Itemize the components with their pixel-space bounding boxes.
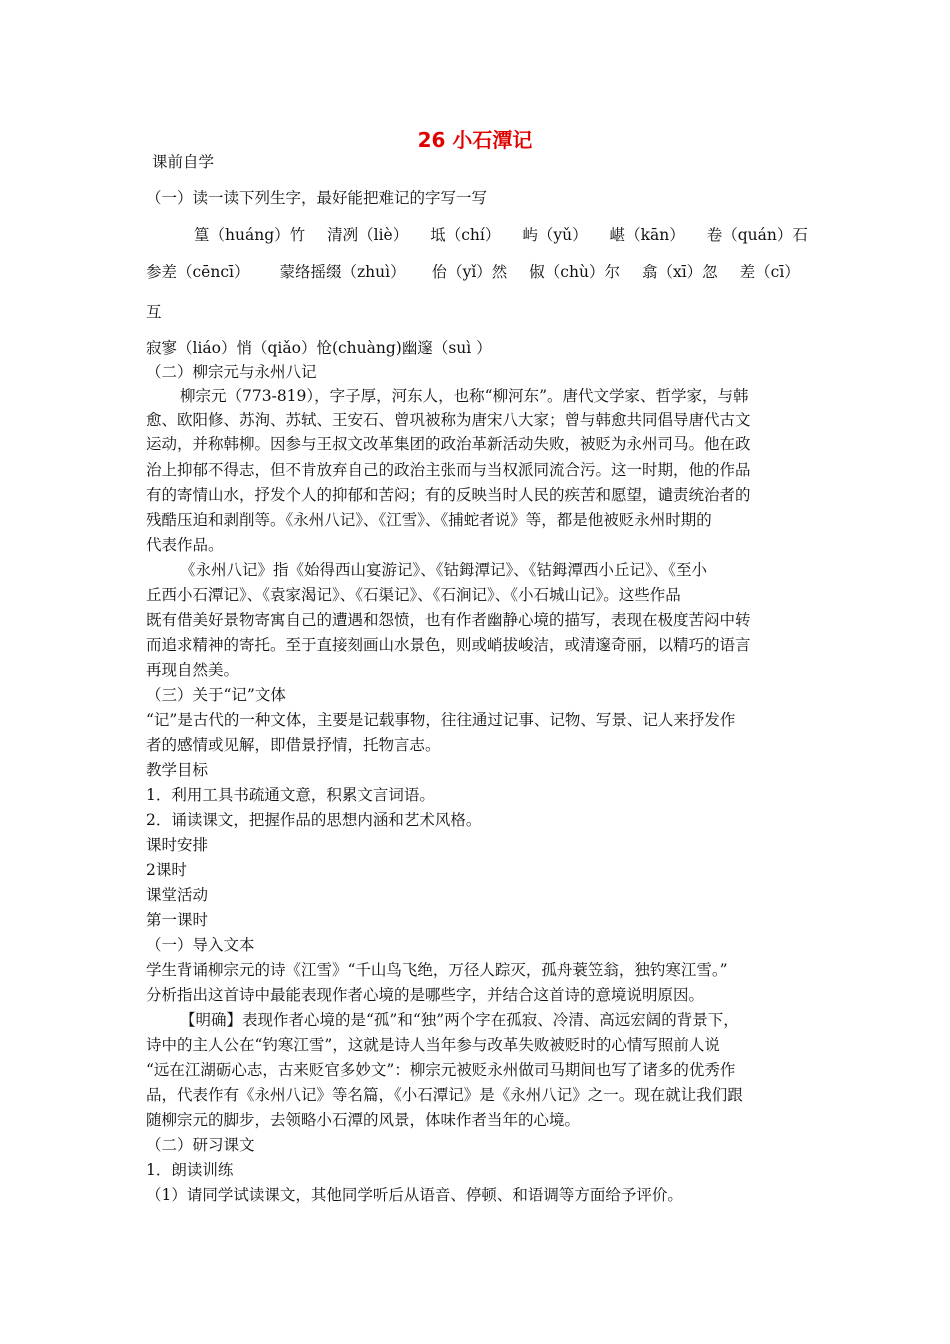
list-item: 2．诵读课文，把握作品的思想内涵和艺术风格。	[146, 811, 482, 829]
section-heading: （一）读一读下列生字，最好能把难记的字写一写	[146, 189, 488, 207]
paragraph-line: “远在江湖砺心志，古来贬官多妙文”：柳宗元被贬永州做司马期间也写了诸多的优秀作	[146, 1061, 736, 1079]
paragraph-line: 治上抑郁不得志，但不肯放弃自己的政治主张而与当权派同流合污。这一时期，他的作品	[146, 461, 751, 479]
section-heading: 教学目标	[146, 761, 209, 779]
vocab-item: 翕（xī）忽	[641, 263, 718, 281]
paragraph-line: 者的感情或见解，即借景抒情，托物言志。	[146, 736, 441, 754]
paragraph-line: 分析指出这首诗中最能表现作者心境的是哪些字，并结合这首诗的意境说明原因。	[146, 986, 705, 1004]
section-heading: 课时安排	[146, 836, 209, 854]
section-heading: （一）导入文本	[146, 936, 255, 954]
vocab-continuation: 互	[146, 303, 162, 321]
paragraph-line: 再现自然美。	[146, 661, 240, 679]
paragraph-line: 代表作品。	[146, 536, 224, 554]
section-heading: 课前自学	[152, 153, 215, 171]
paragraph-line: 《永州八记》指《始得西山宴游记》、《钴鉧潭记》、《钴鉧潭西小丘记》、《至小	[180, 561, 708, 579]
vocab-row	[146, 262, 800, 282]
vocab-item: 屿（yǔ）	[522, 226, 588, 244]
section-heading: （二）柳宗元与永州八记	[146, 363, 317, 381]
vocab-item: 嵁（kān）	[609, 226, 685, 244]
list-item: （1）请同学试读课文，其他同学听后从语音、停顿、和语调等方面给予评价。	[146, 1186, 683, 1204]
vocab-row	[194, 225, 808, 245]
list-item: 1．利用工具书疏通文意，积累文言词语。	[146, 786, 435, 804]
section-heading: （三）关于“记”文体	[146, 686, 286, 704]
paragraph-line: 随柳宗元的脚步，去领略小石潭的风景，体味作者当年的心境。	[146, 1111, 581, 1129]
paragraph-line: 学生背诵柳宗元的诗《江雪》“千山鸟飞绝，万径人踪灭，孤舟蓑笠翁，独钓寒江雪。”	[146, 961, 728, 979]
vocab-item: 参差（cēncī）	[146, 263, 250, 281]
paragraph-line: 柳宗元（773-819），字子厚，河东人，也称“柳河东”。唐代文学家、哲学家，与韩	[180, 387, 749, 405]
vocab-item: 蒙络摇缀（zhuì）	[279, 263, 406, 281]
paragraph-line: 【明确】表现作者心境的是“孤”和“独”两个字在孤寂、冷清、高远宏阔的背景下，	[180, 1011, 739, 1029]
vocab-item: 篁（huáng）竹	[194, 226, 306, 244]
paragraph-line: 运动，并称韩柳。因参与王叔文改革集团的政治革新活动失败，被贬为永州司马。他在政	[146, 435, 751, 453]
section-heading: 1．朗读训练	[146, 1161, 234, 1179]
paragraph-line: 既有借美好景物寄寓自己的遭遇和怨愤，也有作者幽静心境的描写，表现在极度苦闷中转	[146, 611, 751, 629]
vocab-item: 清冽（liè）	[327, 226, 409, 244]
paragraph-line: 愈、欧阳修、苏洵、苏轼、王安石、曾巩被称为唐宋八大家；曾与韩愈共同倡导唐代古文	[146, 411, 751, 429]
vocab-item: 差（cī）	[739, 263, 800, 281]
paragraph-line: 而追求精神的寄托。至于直接刻画山水景色，则或峭拔峻洁，或清邃奇丽，以精巧的语言	[146, 636, 751, 654]
vocab-item: 坻（chí）	[430, 226, 501, 244]
paragraph-line: 残酷压迫和剥削等。《永州八记》、《江雪》、《捕蛇者说》等，都是他被贬永州时期的	[146, 511, 712, 529]
paragraph-line: “记”是古代的一种文体，主要是记载事物，往往通过记事、记物、写景、记人来抒发作	[146, 711, 736, 729]
schedule-value: 2课时	[146, 861, 187, 879]
vocab-item: 佁（yǐ）然	[431, 263, 508, 281]
section-heading: 第一课时	[146, 911, 209, 929]
paragraph-line: 丘西小石潭记》、《袁家渴记》、《石渠记》、《石涧记》、《小石城山记》。这些作品	[146, 586, 681, 604]
vocab-item: 卷（quán）石	[706, 226, 808, 244]
paragraph-line: 品，代表作有《永州八记》等名篇，《小石潭记》是《永州八记》之一。现在就让我们跟	[146, 1086, 743, 1104]
vocab-item: 俶（chù）尔	[529, 263, 620, 281]
vocab-row: 寂寥（liáo）悄（qiǎo）怆(chuàng)幽邃（suì ）	[146, 339, 492, 357]
section-heading: （二）研习课文	[146, 1136, 255, 1154]
paragraph-line: 有的寄情山水，抒发个人的抑郁和苦闷；有的反映当时人民的疾苦和愿望，谴责统治者的	[146, 486, 751, 504]
section-heading: 课堂活动	[146, 886, 209, 904]
page-title: 26 小石潭记	[417, 128, 533, 152]
paragraph-line: 诗中的主人公在“钓寒江雪”，这就是诗人当年参与改革失败被贬时的心情写照前人说	[146, 1036, 720, 1054]
